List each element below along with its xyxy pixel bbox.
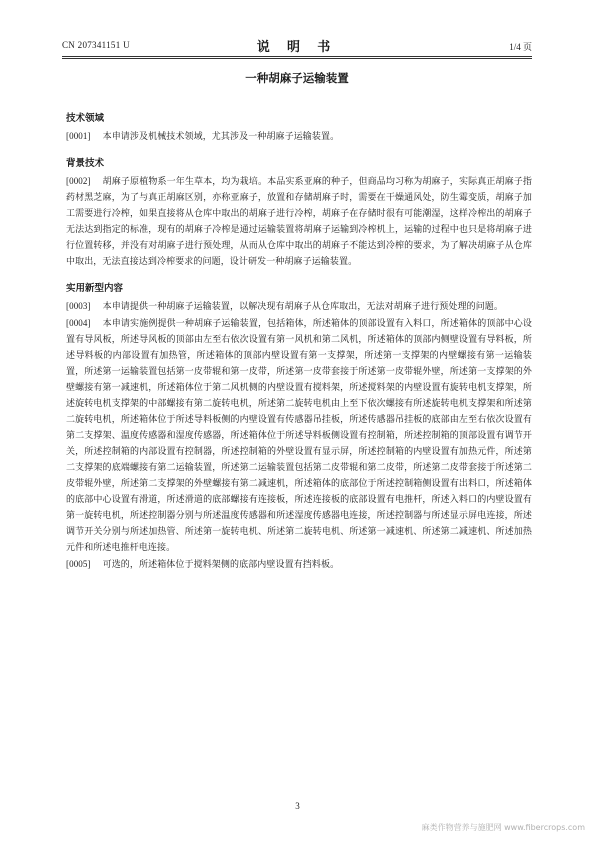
section-heading-background: 背景技术 bbox=[66, 158, 105, 169]
document-body bbox=[66, 100, 532, 573]
paragraph-number: [0003] bbox=[66, 301, 91, 311]
page-info: 1/4 页 bbox=[509, 42, 532, 52]
header-rule-bottom bbox=[62, 58, 532, 59]
paragraph-text: 胡麻子原植物系一年生草本，均为栽培。本品实系亚麻的种子，但商品均习称为胡麻子，实际真正胡麻子指药材黑芝麻，为了与真正胡麻区别，亦称亚麻子，放置和存储胡麻子时，需要在干燥通风处，防生霉变质，胡麻子加工需要进行冷榨，如果直接将从仓库中取出的胡麻子进行冷榨，胡麻子在存储时很有可能潮湿，这样冷榨出的胡麻子无法达到指定的标准，现有的胡麻子冷榨是通过运输装置将胡麻子运输到冷榨机上，运输的过程中也只是将胡麻子进行位置转移，并没有对胡麻子进行预处理，从而从仓库中取出的胡麻子不能达到冷榨的要求，为了解决胡麻子从仓库中取出，无法直接达到冷榨要求的问题，设计研发一种胡麻子运输装置。 bbox=[66, 177, 532, 267]
paragraph-text: 可选的，所述箱体位于搅料架侧的底部内壁设置有挡料板。 bbox=[102, 560, 340, 570]
section-heading-technical-field: 技术领域 bbox=[66, 113, 105, 124]
paragraph-0004 bbox=[66, 315, 532, 556]
paragraph-number: [0001] bbox=[66, 131, 91, 141]
paragraph-text: 本申请提供一种胡麻子运输装置，以解决现有胡麻子从仓库取出，无法对胡麻子进行预处理的问题。 bbox=[102, 302, 504, 312]
paragraph-number: [0005] bbox=[66, 559, 91, 569]
paragraph-0002 bbox=[66, 173, 532, 270]
document-title: 一种胡麻子运输装置 bbox=[245, 71, 349, 85]
paragraph-text: 本申请涉及机械技术领域，尤其涉及一种胡麻子运输装置。 bbox=[102, 132, 340, 142]
paragraph-0001 bbox=[66, 128, 532, 145]
paragraph-0003 bbox=[66, 298, 532, 315]
paragraph-text: 本申请实施例提供一种胡麻子运输装置，包括箱体，所述箱体的顶部设置有入料口，所述箱体的顶部中心设置有导风板，所述导风板的顶部由左至右依次设置有第一风机和第二风机，所述箱体的顶部内侧壁设置有导料板，所述导料板的内部设置有加热管，所述箱体的顶部内壁设置有第一支撑架，所述第一支撑架的内壁螺接有第一运输装置，所述第一运输装置包括第一皮带辊和第一皮带，所述第一皮带套接于所述第一皮带辊外壁，所述第一支撑架的外壁螺接有第一减速机，所述箱体位于第二风机侧的内壁设置有搅料架，所述搅料架的内壁设置有旋转电机支撑架，所述旋转电机支撑架的中部螺接有第二旋转电机，所述第二旋转电机由上至下依次螺接有所述旋转电机支撑架和所述第二旋转电机，所述箱体位于所述导料板侧的内壁设置有传感器吊挂板，所述传感器吊挂板的底部由左至右依次设置有第二支撑架、温度传感器和湿度传感器，所述箱体位于所述导料板侧设置有控制箱，所述控制箱的顶部设置有调节开关，所述控制箱的内部设置有控制器，所述控制箱的外壁设置有显示屏，所述控制箱的内壁设置有加热元件，所述第二支撑架的底端螺接有第二运输装置，所述第二运输装置包括第二皮带辊和第二皮带，所述第二皮带套接于所述第二皮带辊外壁，所述第二支撑架的外壁螺接有第二减速机，所述箱体的底部位于所述控制箱侧设置有出料口，所述箱体的底部中心设置有滑道，所述滑道的底部螺接有连接板，所述连接板的底部设置有电推杆，所述入料口的内壁设置有第一旋转电机，所述控制器分别与所述温度传感器和所述湿度传感器电连接，所述控制器与所述显示屏电连接，所述调节开关分别与所述加热管、所述第一旋转电机、所述第二旋转电机、所述第一减速机、所述第二减速机、所述加热元件和所述电推杆电连接。 bbox=[66, 319, 532, 553]
publication-number: CN 207341151 U bbox=[62, 40, 130, 50]
paragraph-0005 bbox=[66, 556, 532, 573]
header-rule-top bbox=[62, 56, 532, 57]
section-heading-utility-model-content: 实用新型内容 bbox=[66, 283, 124, 294]
paragraph-number: [0002] bbox=[66, 176, 91, 186]
paragraph-number: [0004] bbox=[66, 318, 91, 328]
header-title: 说 明 书 bbox=[256, 39, 338, 54]
page-header bbox=[62, 36, 532, 54]
watermark: 麻类作物营养与施肥网 www.fibercrops.com bbox=[421, 823, 585, 832]
page-number: 3 bbox=[295, 801, 300, 811]
